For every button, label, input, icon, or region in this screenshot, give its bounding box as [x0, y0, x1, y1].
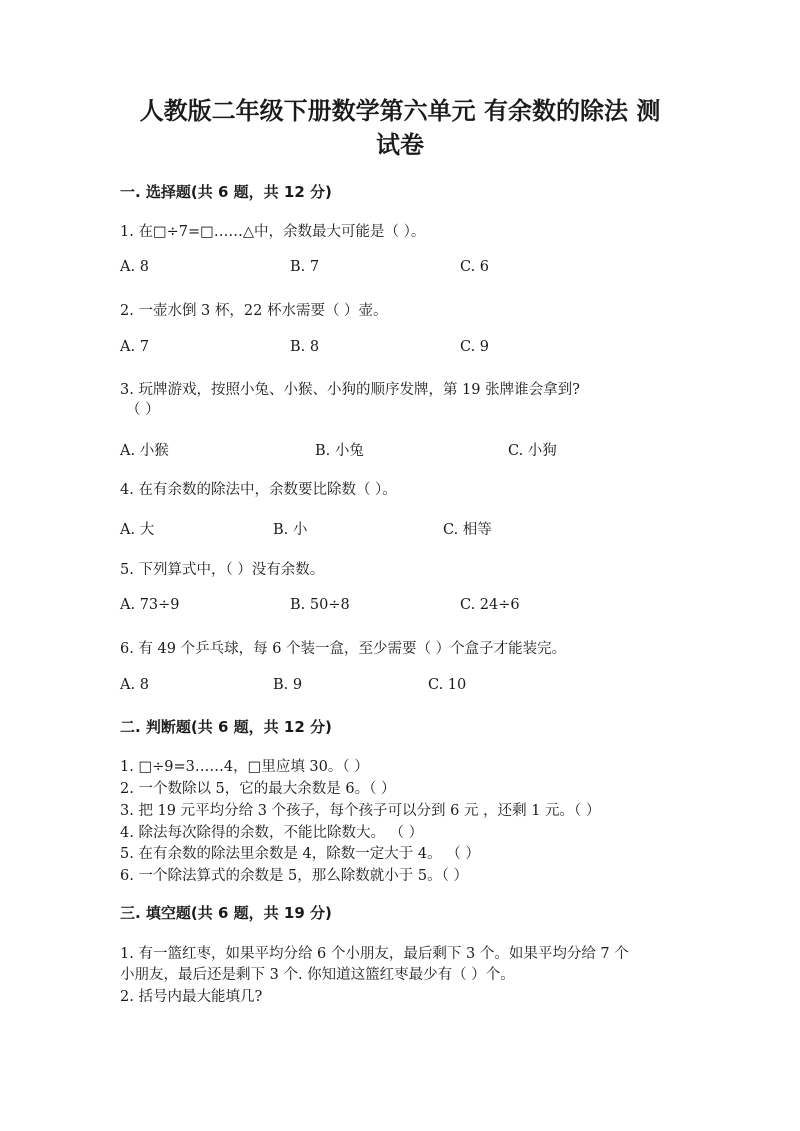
- option-a: A. 大: [120, 522, 155, 538]
- fill-item: 1. 有一篮红枣，如果平均分给 6 个小朋友，最后剩下 3 个。如果平均分给 7 个: [120, 946, 629, 962]
- section-heading-choice: 一. 选择题(共 6 题，共 12 分): [120, 183, 332, 201]
- question-text: 2. 一壶水倒 3 杯，22 杯水需要（ ）壶。: [120, 303, 388, 319]
- option-a: A. 小猴: [120, 443, 169, 459]
- question-text: 5. 下列算式中，（ ）没有余数。: [120, 562, 325, 578]
- question-text: 6. 有 49 个乒乓球，每 6 个装一盒，至少需要（ ）个盒子才能装完。: [120, 641, 567, 657]
- option-b: B. 8: [290, 339, 320, 355]
- option-b: B. 9: [273, 677, 303, 693]
- question-text: 3. 玩牌游戏，按照小兔、小猴、小狗的顺序发牌，第 19 张牌谁会拿到?: [120, 382, 580, 398]
- option-a: A. 8: [120, 677, 149, 693]
- option-c: C. 10: [428, 677, 467, 693]
- judge-item: 6. 一个除法算式的余数是 5，那么除数就小于 5。（ ）: [120, 868, 468, 884]
- fill-item: 2. 括号内最大能填几?: [120, 989, 263, 1005]
- option-a: A. 73÷9: [120, 597, 180, 613]
- option-b: B. 小: [273, 522, 308, 538]
- question-text: 1. 在□÷7=□……△中，余数最大可能是（ ）。: [120, 224, 426, 240]
- question-text: 4. 在有余数的除法中，余数要比除数（ ）。: [120, 482, 397, 498]
- judge-item: 2. 一个数除以 5，它的最大余数是 6。（ ）: [120, 781, 396, 797]
- page-title: [110, 94, 690, 162]
- option-b: B. 7: [290, 259, 320, 275]
- judge-item: 1. □÷9=3……4，□里应填 30。（ ）: [120, 759, 369, 775]
- question-text-continued: （ ）: [126, 402, 160, 418]
- option-a: A. 8: [120, 259, 149, 275]
- section-heading-judge: 二. 判断题(共 6 题，共 12 分): [120, 718, 332, 736]
- option-c: C. 相等: [443, 522, 492, 538]
- section-heading-fill: 三. 填空题(共 6 题，共 19 分): [120, 904, 332, 922]
- option-a: A. 7: [120, 339, 149, 355]
- title-line-2: 试卷: [376, 131, 424, 159]
- fill-item-continued: 小朋友，最后还是剩下 3 个. 你知道这篮红枣最少有（ ）个。: [120, 967, 515, 983]
- option-c: C. 小狗: [508, 443, 557, 459]
- option-b: B. 50÷8: [290, 597, 350, 613]
- judge-item: 3. 把 19 元平均分给 3 个孩子，每个孩子可以分到 6 元 ，还剩 1 元。（ ）: [120, 803, 601, 819]
- option-c: C. 6: [460, 259, 490, 275]
- judge-item: 5. 在有余数的除法里余数是 4，除数一定大于 4。 （ ）: [120, 846, 480, 862]
- option-c: C. 9: [460, 339, 490, 355]
- option-b: B. 小兔: [315, 443, 364, 459]
- judge-item: 4. 除法每次除得的余数，不能比除数大。 （ ）: [120, 825, 424, 841]
- option-c: C. 24÷6: [460, 597, 520, 613]
- title-line-1: 人教版二年级下册数学第六单元 有余数的除法 测: [139, 97, 661, 125]
